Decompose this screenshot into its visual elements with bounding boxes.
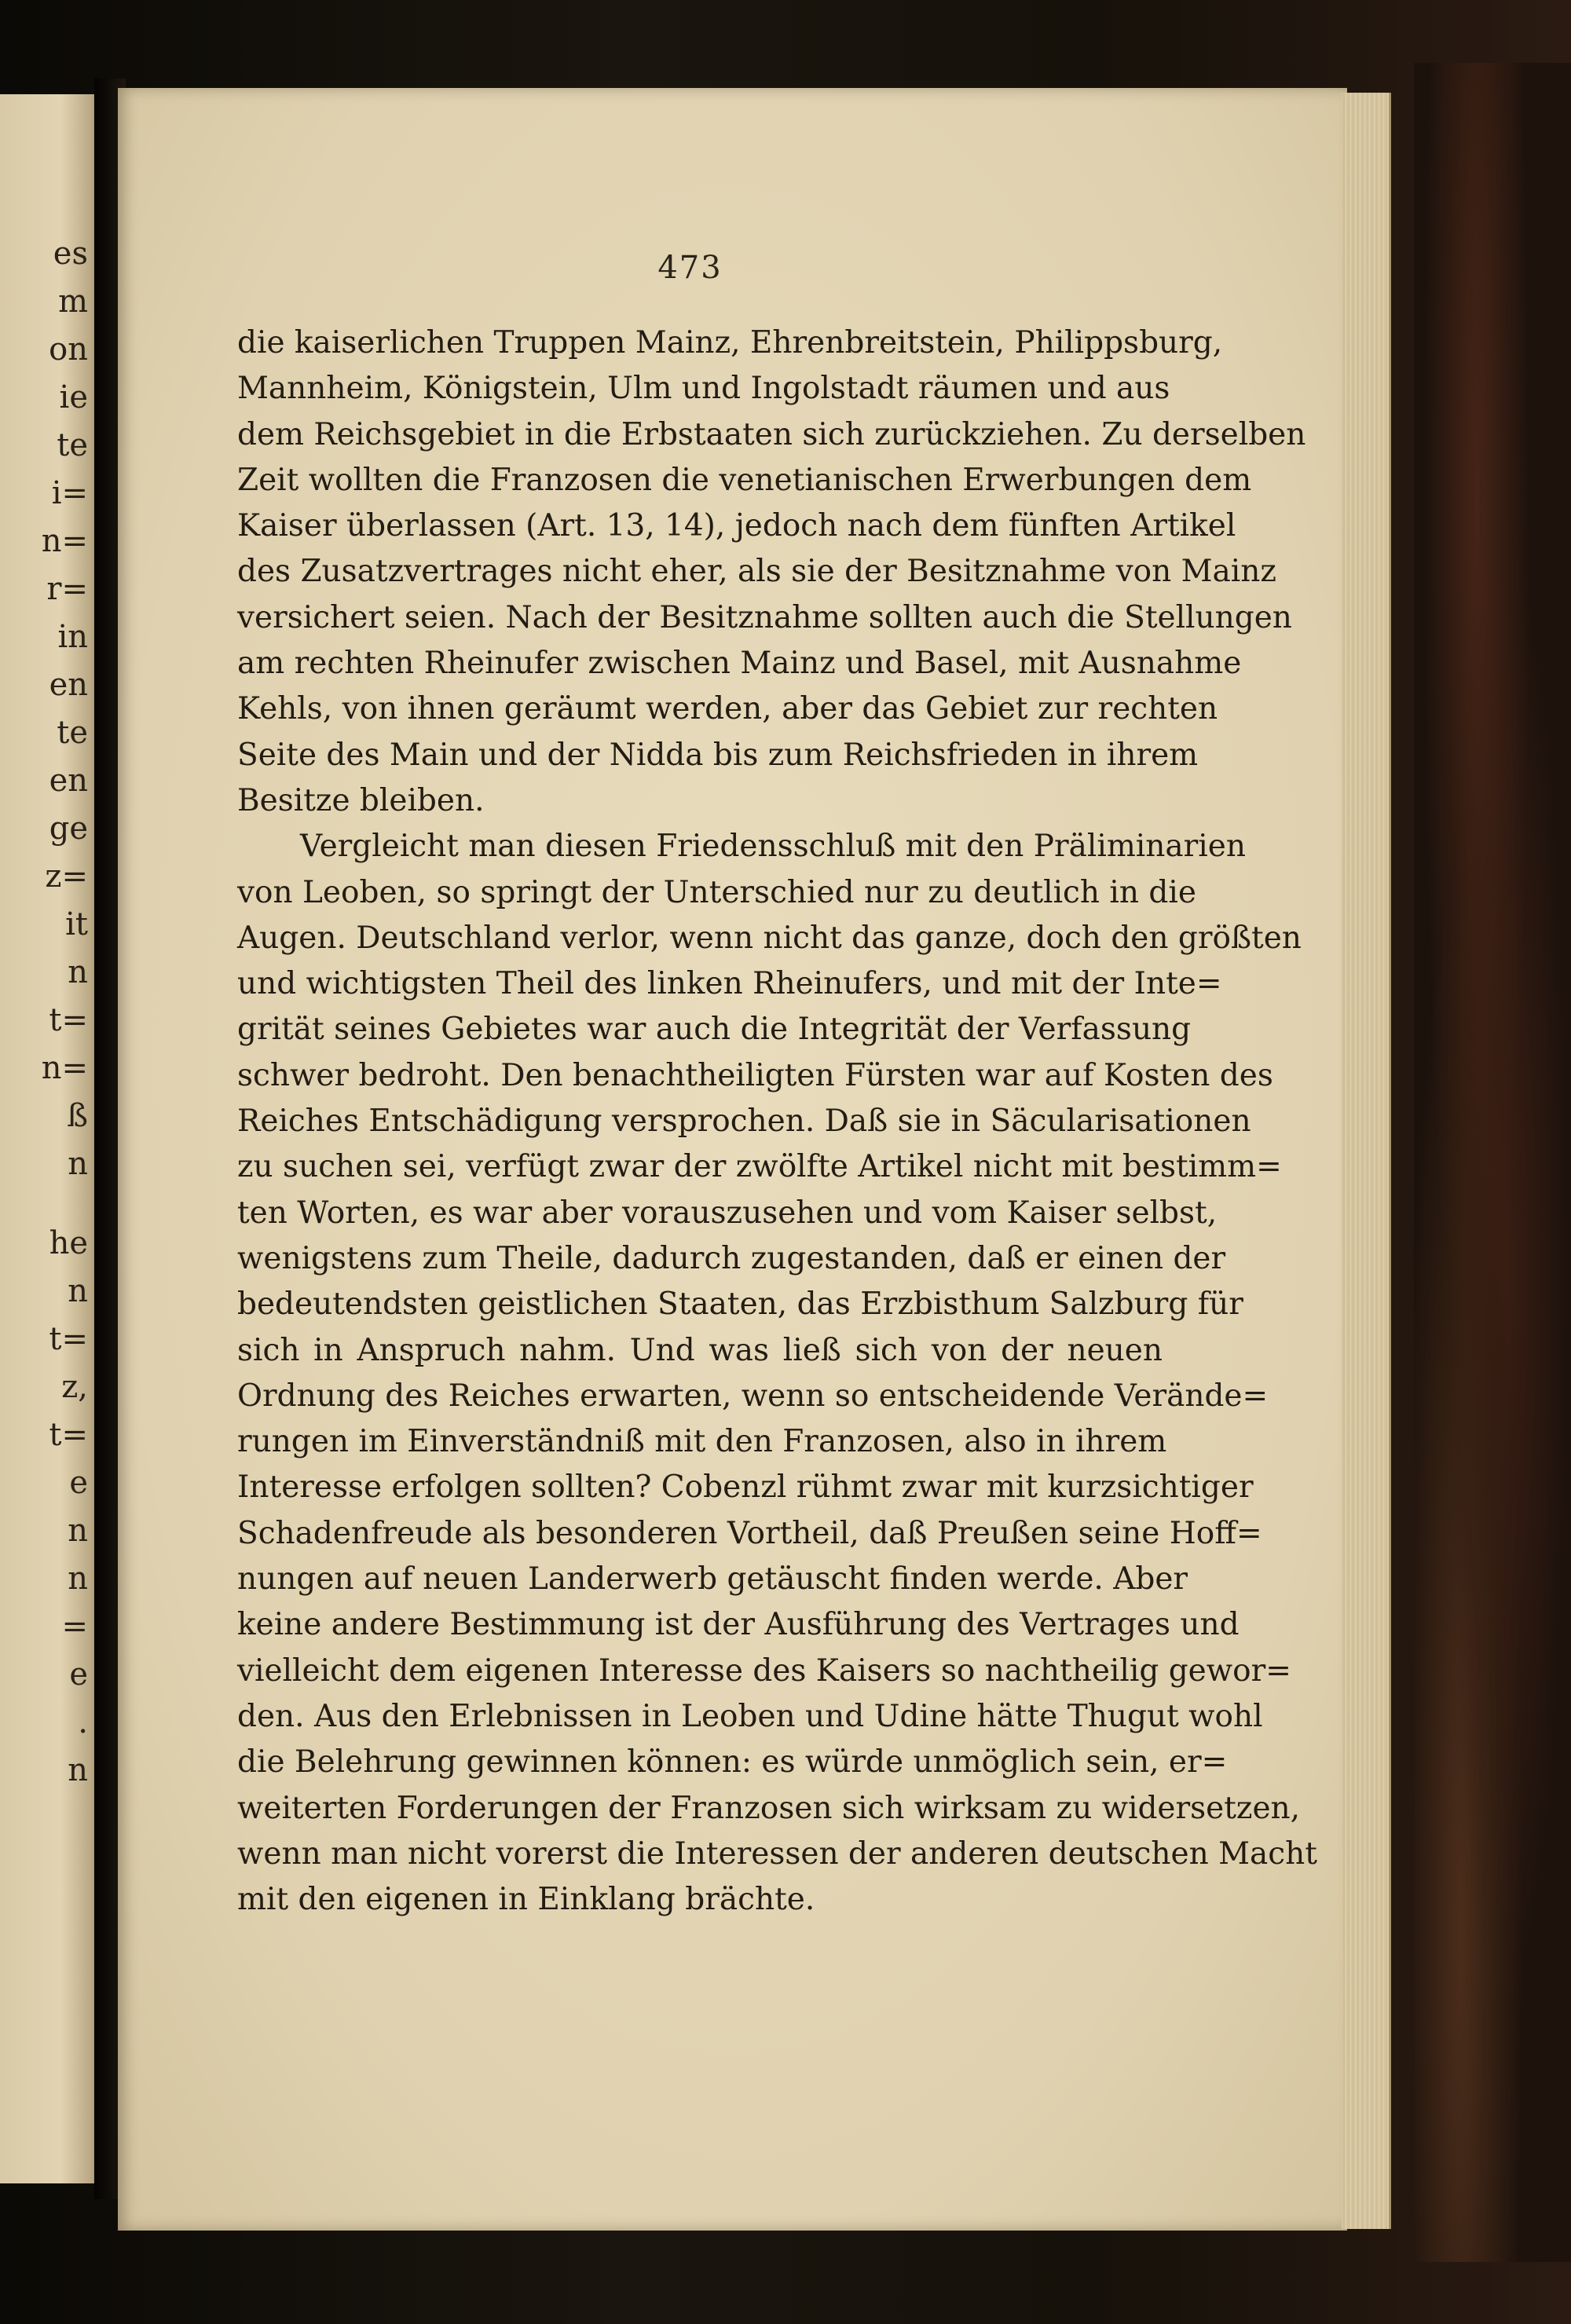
text-line: Mannheim, Königstein, Ulm und Ingolstadt räumen und aus (237, 371, 1170, 407)
text-line: weiterten Forderungen der Franzosen sich wirksam zu widersetzen, (237, 1790, 1301, 1826)
previous-page-line-fragment: e (69, 1656, 88, 1693)
previous-page-line-fragment: z, (61, 1369, 88, 1405)
previous-page-line-fragment: = (61, 1609, 88, 1645)
previous-page-line-fragment: n (68, 1561, 88, 1597)
text-line: des Zusatzvertrages nicht eher, als sie der Besitznahme von Mainz (237, 554, 1276, 590)
previous-page-line-fragment: t= (49, 1417, 88, 1453)
text-line: schwer bedroht. Den benachtheiligten Fürsten war auf Kosten des (237, 1057, 1273, 1093)
text-line: und wichtigsten Theil des linken Rheinufers, und mit der Inte= (237, 966, 1222, 1002)
previous-page-line-fragment: . (78, 1704, 88, 1740)
text-line: grität seines Gebietes war auch die Integrität der Verfassung (237, 1012, 1192, 1048)
text-line: mit den eigenen in Einklang brächte. (237, 1882, 815, 1918)
marbled-page-edge (1414, 63, 1571, 2262)
text-line: Besitze bleiben. (237, 782, 485, 818)
previous-page-line-fragment: z= (45, 858, 88, 895)
text-line: dem Reichsgebiet in die Erbstaaten sich zurückziehen. Zu derselben (237, 416, 1306, 452)
previous-page-line-fragment: i= (51, 475, 88, 511)
previous-page-line-fragment: he (49, 1225, 88, 1261)
previous-page-line-fragment: ie (59, 379, 88, 415)
text-line: wenigstens zum Theile, dadurch zugestanden, daß er einen der (237, 1240, 1226, 1276)
previous-page-line-fragment: n (68, 1513, 88, 1549)
previous-page-line-fragment: e (69, 1465, 88, 1501)
text-line: den. Aus den Erlebnissen in Leoben und Udine hätte Thugut wohl (237, 1698, 1263, 1734)
previous-page-line-fragment: n (68, 1146, 88, 1182)
previous-page-edge (0, 94, 101, 2183)
page-number: 473 (657, 250, 723, 286)
text-line: Kaiser überlassen (Art. 13, 14), jedoch nach dem fünften Artikel (237, 508, 1236, 544)
previous-page-line-fragment: te (57, 715, 88, 751)
text-line: am rechten Rheinufer zwischen Mainz und Basel, mit Ausnahme (237, 646, 1242, 682)
previous-page-line-fragment: in (57, 619, 88, 655)
text-line: Schadenfreude als besonderen Vortheil, daß Preußen seine Hoff= (237, 1515, 1262, 1551)
text-line: Augen. Deutschland verlor, wenn nicht das ganze, doch den größten (237, 920, 1302, 956)
text-line: Vergleicht man diesen Friedensschluß mit den Präliminarien (300, 829, 1246, 865)
previous-page-line-fragment: on (49, 331, 88, 368)
previous-page-line-fragment: n= (41, 523, 88, 559)
text-line: Ordnung des Reiches erwarten, wenn so entscheidende Verände= (237, 1378, 1269, 1414)
text-line: nungen auf neuen Landerwerb getäuscht finden werde. Aber (237, 1561, 1188, 1598)
text-line: keine andere Bestimmung ist der Ausführung des Vertrages und (237, 1607, 1240, 1643)
text-line: Reiches Entschädigung versprochen. Daß sie in Säcularisationen (237, 1103, 1251, 1140)
previous-page-line-fragment: n (68, 1752, 88, 1788)
previous-page-line-fragment: t= (49, 1321, 88, 1357)
text-line: Interesse erfolgen sollten? Cobenzl rühmt zwar mit kurzsichtiger (237, 1469, 1254, 1506)
page-text (237, 320, 1317, 1923)
text-line: wenn man nicht vorerst die Interessen der anderen deutschen Macht (237, 1835, 1317, 1872)
previous-page-line-fragment: n (68, 954, 88, 990)
text-line: Seite des Main und der Nidda bis zum Reichsfrieden in ihrem (237, 737, 1199, 773)
previous-page-line-fragment: en (49, 667, 88, 703)
text-line: versichert seien. Nach der Besitznahme sollten auch die Stellungen (237, 599, 1292, 635)
text-line: vielleicht dem eigenen Interesse des Kaisers so nachtheilig gewor= (237, 1652, 1291, 1689)
previous-page-line-fragment: r= (46, 571, 88, 607)
text-line: von Leoben, so springt der Unterschied nur zu deutlich in die (237, 874, 1196, 910)
previous-page-line-fragment: en (49, 763, 88, 799)
previous-page-line-fragment: n (68, 1273, 88, 1309)
text-line: zu suchen sei, verfügt zwar der zwölfte Artikel nicht mit bestimm= (237, 1149, 1282, 1185)
previous-page-line-fragment: it (65, 906, 88, 942)
text-line: Kehls, von ihnen geräumt werden, aber das Gebiet zur rechten (237, 691, 1218, 727)
text-line: ten Worten, es war aber vorauszusehen und vom Kaiser selbst, (237, 1195, 1218, 1231)
previous-page-line-fragment: t= (49, 1002, 88, 1038)
text-line: sich in Anspruch nahm. Und was ließ sich von der neuen (237, 1332, 1163, 1368)
page-stack-edge (1342, 93, 1391, 2229)
text-line: Zeit wollten die Franzosen die venetianischen Erwerbungen dem (237, 462, 1252, 498)
previous-page-line-fragment: m (58, 284, 88, 320)
previous-page-line-fragment: n= (41, 1050, 88, 1086)
previous-page-line-fragment: ß (67, 1098, 88, 1134)
text-line: die Belehrung gewinnen können: es würde unmöglich sein, er= (237, 1744, 1228, 1781)
text-line: rungen im Einverständniß mit den Franzosen, also in ihrem (237, 1424, 1167, 1460)
text-line: die kaiserlichen Truppen Mainz, Ehrenbreitstein, Philippsburg, (237, 325, 1223, 360)
previous-page-line-fragment: ge (49, 811, 88, 847)
previous-page-line-fragment: es (53, 236, 88, 272)
text-line: bedeutendsten geistlichen Staaten, das Erzbisthum Salzburg für (237, 1286, 1243, 1323)
previous-page-line-fragment: te (57, 427, 88, 463)
